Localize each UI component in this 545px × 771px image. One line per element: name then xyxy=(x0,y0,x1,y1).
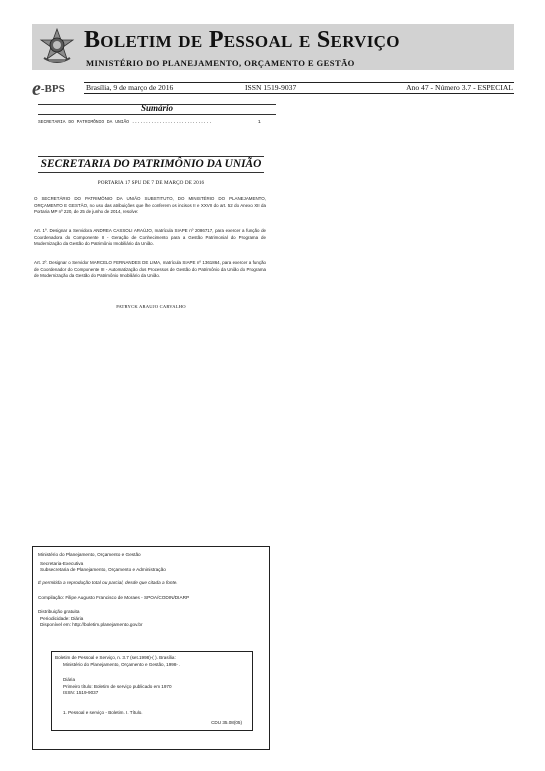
catalog-line-1: Boletim de Pessoal e Serviço, n. 3.7 (set.1998)-( ). Brasília: xyxy=(55,655,176,660)
portaria-heading: PORTARIA 17 SPU DE 7 DE MARÇO DE 2016 xyxy=(97,180,205,186)
section-divider-bottom xyxy=(38,172,264,173)
header-divider-bottom xyxy=(84,93,514,94)
issue-date: Brasília, 9 de março de 2016 xyxy=(86,83,174,92)
ebps-logo-e: e xyxy=(32,78,41,100)
availability-link[interactable]: Disponível em: http://boletim.planejamento.gov.br xyxy=(40,622,143,627)
reproduction-notice: É permitida a reprodução total ou parcial, desde que citada a fonte. xyxy=(38,580,178,585)
expediente-secretariat: Secretaria-Executiva xyxy=(40,561,84,566)
ebps-logo-bps: -BPS xyxy=(40,83,65,95)
article-1-paragraph: Art. 1º. Designar a Servidora ANDREA CASSOLI ARAÚJO, matrícula SIAPE nº 2086717, para exercer a função de Coordenadora do Componente II - Geração de Conhecimento para a Gestão Patrimonial do Programa de Modernização da Gestão do Patrimônio Imobiliário da União. xyxy=(34,228,266,247)
section-divider-top xyxy=(38,156,264,157)
catalog-frequency: Diária xyxy=(63,677,75,682)
catalog-subject: 1. Pessoal e serviço - Boletim. I. Título. xyxy=(63,710,143,715)
catalog-issn: ISSN: 1519-9037 xyxy=(63,690,99,695)
issue-number: Ano 47 - Número 3.7 - ESPECIAL xyxy=(406,83,513,92)
coat-of-arms-icon xyxy=(38,28,76,66)
catalog-first-title: Primeiro título: Boletim de serviço publicado em 1970 xyxy=(63,683,172,689)
expediente-box xyxy=(32,546,270,750)
portaria-intro-paragraph: O SECRETÁRIO DO PATRIMÔNIO DA UNIÃO SUBSTITUTO, DO MINISTÉRIO DO PLANEJAMENTO, ORÇAMENTO E GESTÃO, no uso das atribuições que lhe conferem os incisos II e XXVII do art. 52 do Anexo XII da Portaria MP nº 220, de 25 de junho de 2014, resolve: xyxy=(34,196,266,215)
catalog-line-2: Ministério do Planejamento, Orçamento e Gestão, 1998- . xyxy=(63,661,181,667)
summary-title: Sumário xyxy=(140,103,173,113)
distribution-info: Distribuição gratuita xyxy=(38,609,80,614)
expediente-ministry: Ministério do Planejamento, Orçamento e Gestão xyxy=(38,552,141,557)
issn-label: ISSN 1519-9037 xyxy=(245,83,297,92)
signature-name: PATRYCK ARAUJO CARVALHO xyxy=(116,304,186,309)
summary-entry[interactable]: SECRETARIA DO PATRIMÔNIO DA UNIÃO ............................. xyxy=(38,120,212,125)
summary-divider xyxy=(38,114,276,115)
ministry-subtitle: MINISTÉRIO DO PLANEJAMENTO, ORÇAMENTO E GESTÃO xyxy=(86,58,355,68)
catalog-record-box xyxy=(51,651,253,731)
ebps-logo xyxy=(32,78,65,98)
compilation-credit: Compilação: Filipe Augusto Francisco de Moraes - SPOA/CODIN/DIARP xyxy=(38,595,190,600)
summary-page-number: 1 xyxy=(258,120,261,125)
section-title: SECRETARIA DO PATRIMÔNIO DA UNIÃO xyxy=(40,158,262,170)
catalog-cdu: CDU 35.08(05) xyxy=(211,720,242,725)
expediente-subsecretariat: Subsecretaria de Planejamento, Orçamento e Administração xyxy=(40,567,166,572)
article-2-paragraph: Art. 2º. Designar o Servidor MARCELO FERNANDES DE LIMA, matrícula SIAPE nº 1361864, para exercer a função de Coordenador do Componente III - Automatização dos Processos de Gestão do Patrimônio da União do Programa de Modernização da Gestão do Patrimônio Imobiliário da União. xyxy=(34,260,266,279)
publication-title: Boletim de Pessoal e Serviço xyxy=(84,27,400,53)
periodicity-info: Periodicidade: Diária xyxy=(40,615,84,621)
